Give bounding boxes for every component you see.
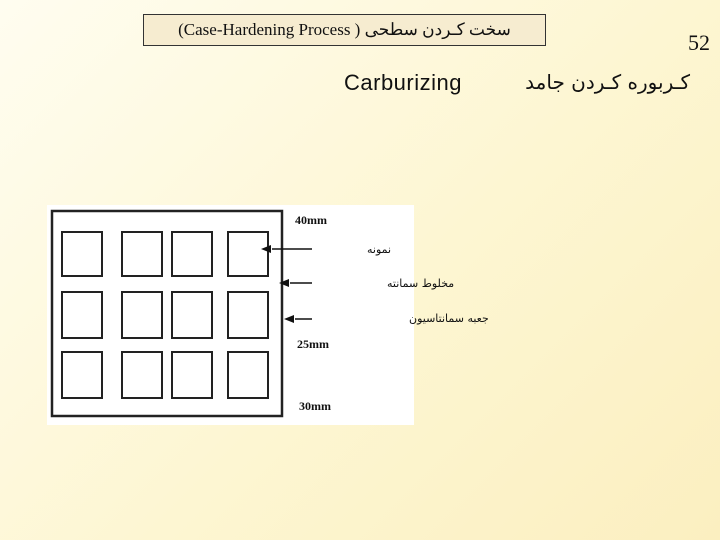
sample-arrow — [261, 245, 312, 253]
carburizing-box-diagram — [47, 205, 489, 425]
sample-square — [122, 352, 162, 398]
sample-square — [228, 292, 268, 338]
sample-square — [172, 292, 212, 338]
sample-square — [122, 292, 162, 338]
carburizing-container — [52, 211, 282, 416]
diagram-canvas — [47, 205, 489, 425]
subtitle-persian: کـربوره کـردن جامد — [525, 70, 690, 94]
sample-square — [62, 292, 102, 338]
sample-label: نمونه — [367, 243, 392, 256]
mixture-label: مخلوط سمانته — [387, 277, 455, 290]
dimension-label-bottom: 30mm — [299, 399, 331, 413]
box-label: جعبه سمانتاسیون — [409, 312, 489, 325]
mixture-arrow — [279, 279, 312, 287]
slide-title: (Case-Hardening Process ) سخت کـردن سطحی — [178, 20, 511, 39]
slide-title-box — [143, 14, 546, 46]
sample-square — [228, 232, 268, 276]
sample-square — [62, 352, 102, 398]
dimension-label-top: 40mm — [295, 213, 327, 227]
sample-square — [62, 232, 102, 276]
sample-square — [122, 232, 162, 276]
box-arrow — [284, 315, 312, 323]
sample-square — [228, 352, 268, 398]
page-number: 52 — [688, 30, 710, 55]
sample-square — [172, 232, 212, 276]
subtitle-english: Carburizing — [344, 70, 462, 95]
sample-square — [172, 352, 212, 398]
dimension-label-middle: 25mm — [297, 337, 329, 351]
